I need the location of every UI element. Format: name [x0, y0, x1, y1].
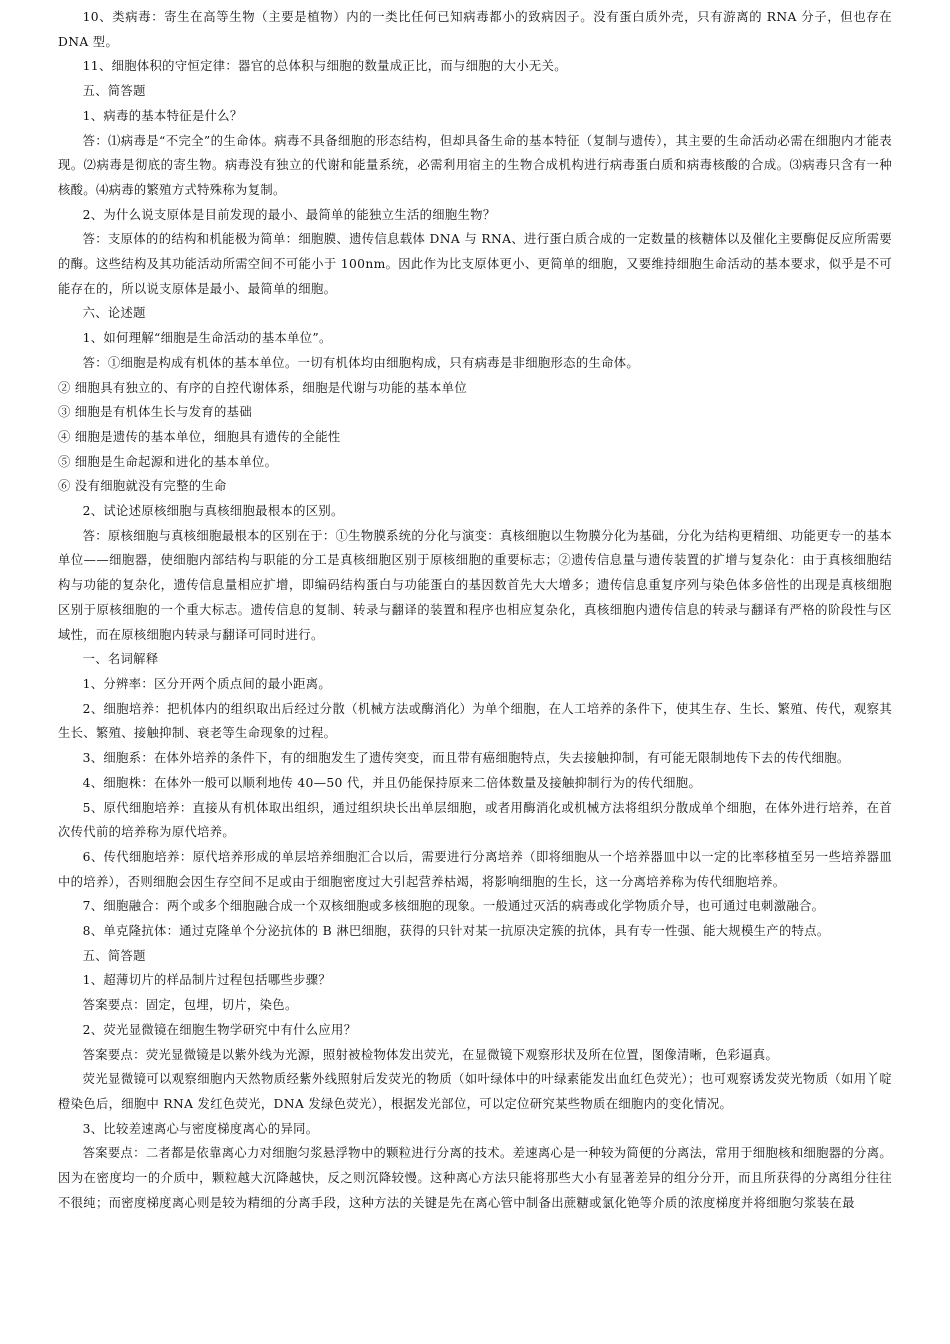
question: 2、为什么说支原体是目前发现的最小、最简单的能独立生活的细胞生物？ [82, 207, 496, 222]
section-heading: 五、简答题 [82, 84, 146, 99]
paragraph: 10、类病毒：寄生在高等生物（主要是植物）内的一类比任何已知病毒都小的致病因子。没有蛋白质外壳，只有游离的 RNA 分子，但也存在 DNA 型。 [58, 10, 892, 49]
answer: 答案要点：固定，包埋，切片，染色。 [82, 998, 298, 1013]
answer: 答：支原体的的结构和机能极为简单：细胞膜、遗传信息载体 DNA 与 RNA、进行蛋白质合成的一定数量的核糖体以及催化主要酶促反应所需要的酶。这些结构及其功能活动所需空间不可能小于 100nm。因此作为比支原体更小、更简单的细胞，又要维持细胞生命活动的基本要求，似乎是不可能存在的，所以说支原体是最小、最简单的细胞。 [58, 232, 892, 296]
definition: 3、细胞系：在体外培养的条件下，有的细胞发生了遗传突变，而且带有癌细胞特点，失去接触抑制，有可能无限制地传下去的传代细胞。 [82, 751, 850, 766]
section-heading: 一、名词解释 [82, 652, 159, 667]
question: 1、病毒的基本特征是什么？ [82, 108, 243, 123]
answer: 答案要点：荧光显微镜是以紫外线为光源，照射被检物体发出荧光，在显微镜下观察形状及所在位置，图像清晰，色彩逼真。 [82, 1047, 779, 1062]
question: 3、比较差速离心与密度梯度离心的异同。 [82, 1121, 319, 1136]
definition: 5、原代细胞培养：直接从有机体取出组织，通过组织块长出单层细胞，或者用酶消化或机械方法将组织分散成单个细胞，在体外进行培养，在首次传代前的培养称为原代培养。 [58, 800, 892, 840]
question: 1、如何理解“细胞是生命活动的基本单位”。 [82, 331, 332, 346]
question: 1、超薄切片的样品制片过程包括哪些步骤？ [82, 973, 332, 988]
answer: 答：①细胞是构成有机体的基本单位。一切有机体均由细胞构成，只有病毒是非细胞形态的生命体。 [82, 355, 640, 370]
list-item: ③ 细胞是有机体生长与发育的基础 [58, 405, 252, 420]
definition: 2、细胞培养：把机体内的组织取出后经过分散（机械方法或酶消化）为单个细胞，在人工培养的条件下，使其生存、生长、繁殖、传代，观察其生长、繁殖、接触抑制、衰老等生命现象的过程。 [58, 701, 892, 741]
definition: 8、单克隆抗体：通过克隆单个分泌抗体的 B 淋巴细胞，获得的只针对某一抗原决定簇的抗体，具有专一性强、能大规模生产的特点。 [82, 924, 830, 939]
definition: 6、传代细胞培养：原代培养形成的单层培养细胞汇合以后，需要进行分离培养（即将细胞从一个培养器皿中以一定的比率移植至另一些培养器皿中的培养），否则细胞会因生存空间不足或由于细胞密度过大引起营养枯竭，将影响细胞的生长，这一分离培养称为传代细胞培养。 [58, 849, 892, 889]
paragraph: 11、细胞体积的守恒定律：器官的总体积与细胞的数量成正比，而与细胞的大小无关。 [82, 59, 567, 74]
section-heading: 六、论述题 [82, 306, 146, 321]
definition: 1、分辨率：区分开两个质点间的最小距离。 [82, 676, 332, 691]
question: 2、荧光显微镜在细胞生物学研究中有什么应用？ [82, 1022, 357, 1037]
list-item: ④ 细胞是遗传的基本单位，细胞具有遗传的全能性 [58, 429, 341, 444]
text-body [58, 0, 892, 1215]
list-item: ⑤ 细胞是生命起源和进化的基本单位。 [58, 454, 278, 469]
answer: 荧光显微镜可以观察细胞内天然物质经紫外线照射后发荧光的物质（如叶绿体中的叶绿素能发出血红色荧光）；也可观察诱发荧光物质（如用丫啶橙染色后，细胞中 RNA 发红色荧光，DNA 发绿色荧光），根据发光部位，可以定位研究某些物质在细胞内的变化情况。 [58, 1072, 892, 1111]
answer: 答：原核细胞与真核细胞最根本的区别在于：①生物膜系统的分化与演变：真核细胞以生物膜分化为基础，分化为结构更精细、功能更专一的基本单位——细胞器，使细胞内部结构与职能的分工是真核细胞区别于原核细胞的重要标志；②遗传信息量与遗传装置的扩增与复杂化：由于真核细胞结构与功能的复杂化，遗传信息量相应扩增，即编码结构蛋白与功能蛋白的基因数首先大大增多；遗传信息重复序列与染色体多倍性的出现是真核细胞区别于原核细胞的一个重大标志。遗传信息的复制、转录与翻译的装置和程序也相应复杂化，真核细胞内遗传信息的转录与翻译有严格的阶段性与区域性，而在原核细胞内转录与翻译可同时进行。 [58, 528, 892, 642]
definition: 7、细胞融合：两个或多个细胞融合成一个双核细胞或多核细胞的现象。一般通过灭活的病毒或化学物质介导，也可通过电刺激融合。 [82, 899, 825, 914]
answer: 答案要点：二者都是依靠离心力对细胞匀浆悬浮物中的颗粒进行分离的技术。差速离心是一种较为简便的分离法，常用于细胞核和细胞器的分离。因为在密度均一的介质中，颗粒越大沉降越快，反之则沉降较慢。这种离心方法只能将那些大小有显著差异的组分分开，而且所获得的分离组分往往不很纯；而密度梯度离心则是较为精细的分离手段，这种方法的关键是先在离心管中制备出蔗糖或氯化铯等介质的浓度梯度并将细胞匀浆装在最 [58, 1146, 892, 1210]
section-heading: 五、简答题 [82, 948, 146, 963]
list-item: ⑥ 没有细胞就没有完整的生命 [58, 479, 227, 494]
definition: 4、细胞株：在体外一般可以顺利地传 40—50 代，并且仍能保持原来二倍体数量及接触抑制行为的传代细胞。 [82, 775, 702, 790]
list-item: ② 细胞具有独立的、有序的自控代谢体系，细胞是代谢与功能的基本单位 [58, 380, 467, 395]
question: 2、试论述原核细胞与真核细胞最根本的区别。 [82, 504, 344, 519]
answer: 答：⑴病毒是“不完全”的生命体。病毒不具备细胞的形态结构，但却具备生命的基本特征（复制与遗传），其主要的生命活动必需在细胞内才能表现。⑵病毒是彻底的寄生物。病毒没有独立的代谢和能量系统，必需利用宿主的生物合成机构进行病毒蛋白质和病毒核酸的合成。⑶病毒只含有一种核酸。⑷病毒的繁殖方式特殊称为复制。 [58, 133, 892, 197]
